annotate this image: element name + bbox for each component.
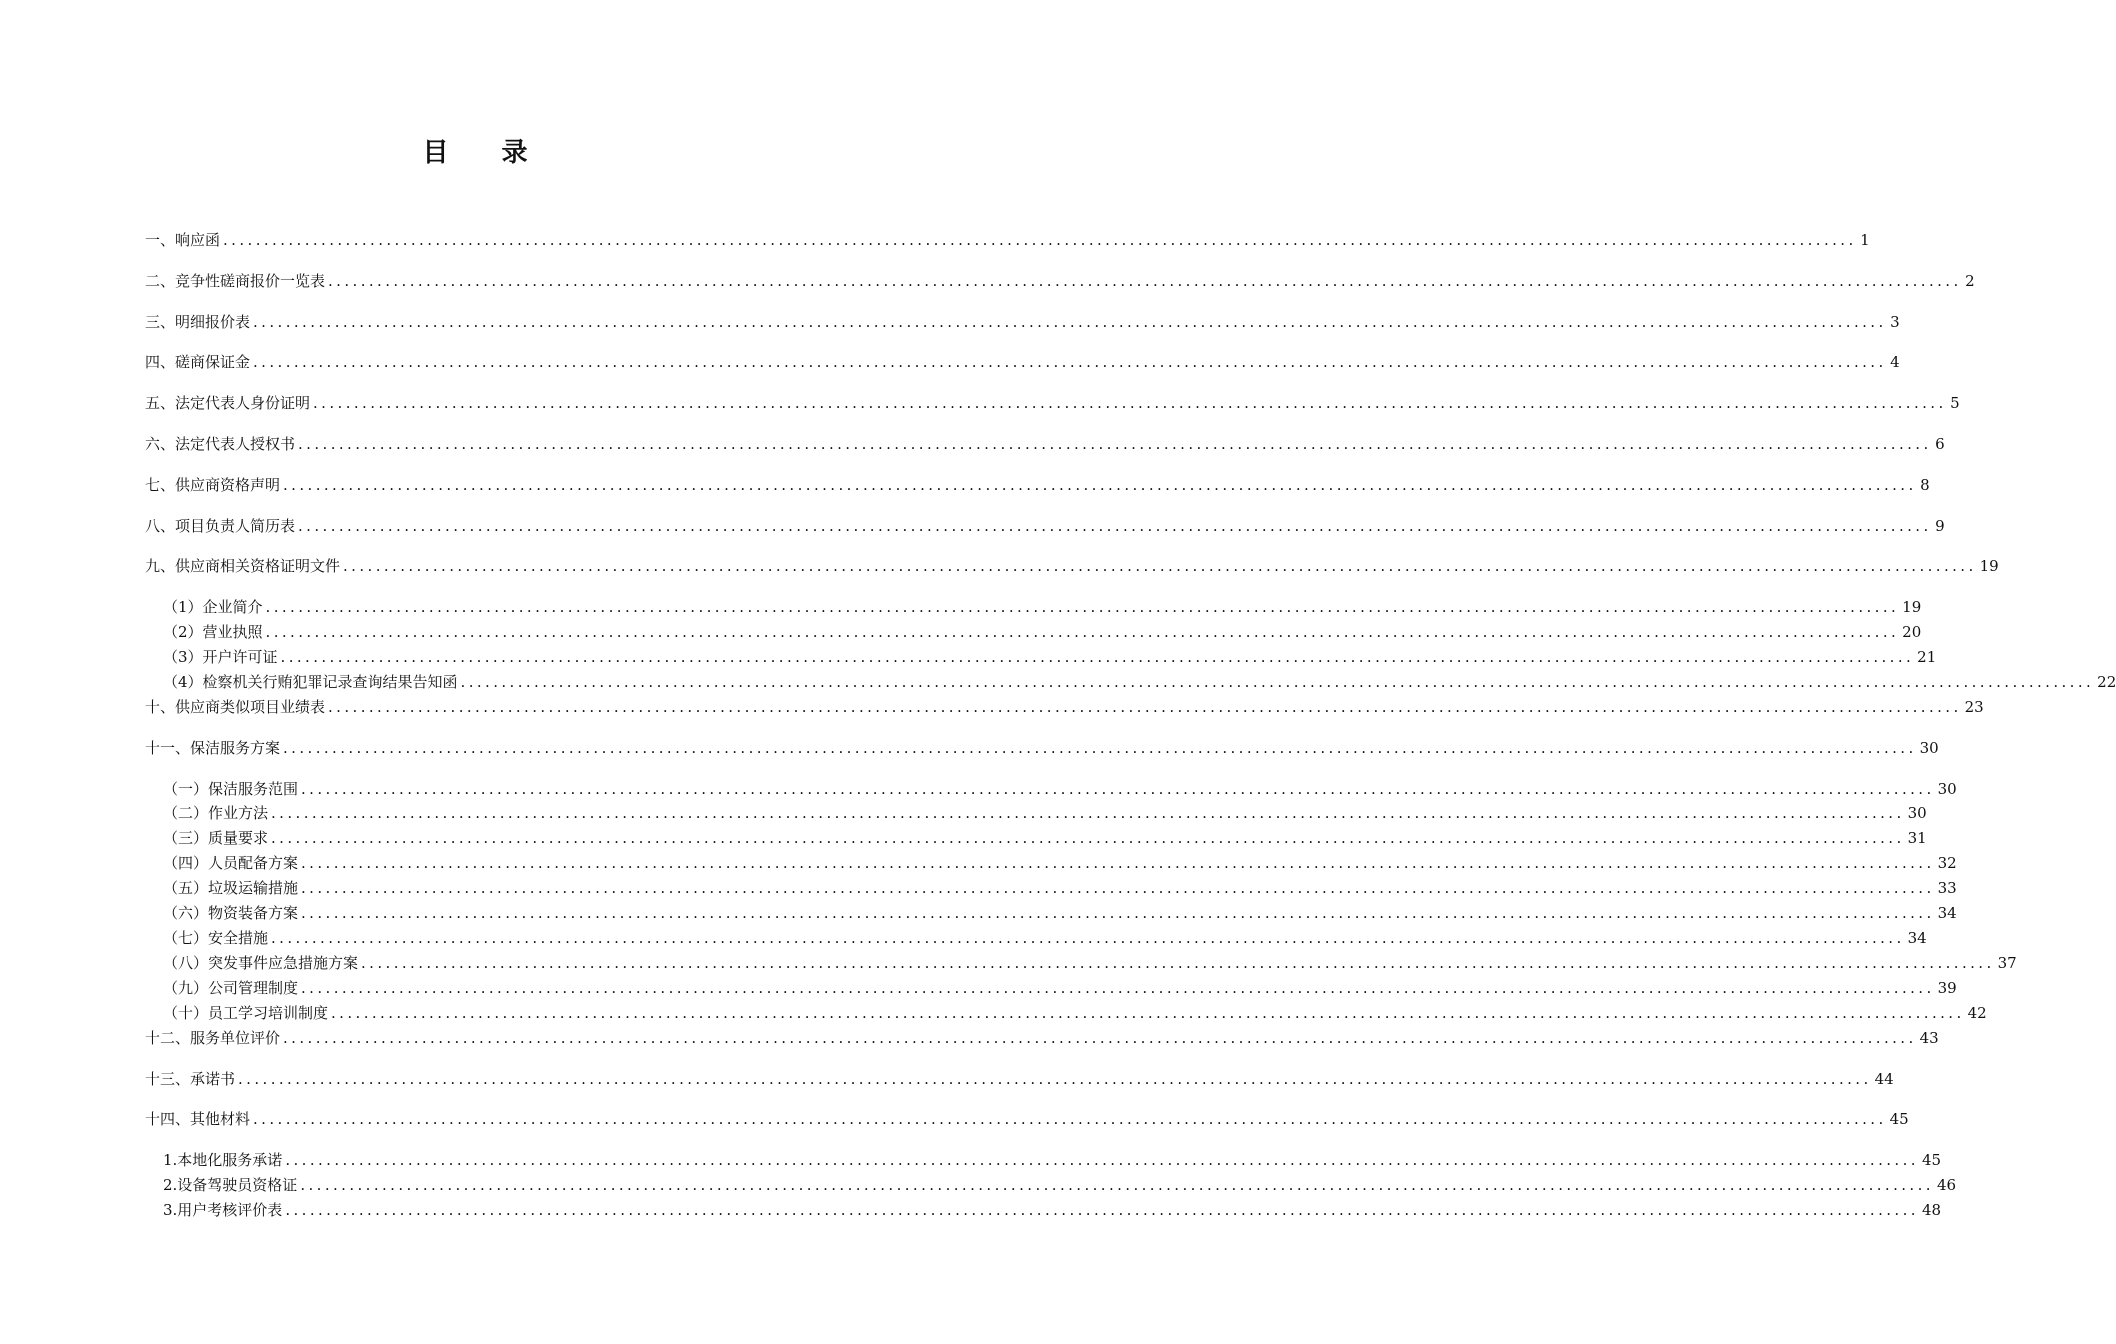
toc-entry-label: 五、法定代表人身份证明 [145, 394, 311, 412]
toc-entry-label: （七）安全措施 [163, 929, 269, 947]
toc-leader-dots: ........................................................................................................................................................................................................ [265, 623, 1900, 641]
toc-entry[interactable] [145, 389, 1960, 413]
toc-leader-dots: ........................................................................................................................................................................................................ [298, 517, 1932, 535]
toc-entry-label: 八、项目负责人简历表 [145, 517, 296, 535]
toc-entry-label: 三、明细报价表 [145, 313, 251, 331]
toc-entry-label: 1.本地化服务承诺 [163, 1151, 283, 1169]
toc-entry-label: 六、法定代表人授权书 [145, 435, 296, 453]
toc-entry-page-number: 20 [1902, 623, 1922, 641]
toc-leader-dots: ........................................................................................................................................................................................................ [301, 904, 1935, 922]
toc-entry-page-number: 9 [1935, 517, 1945, 535]
toc-leader-dots: ........................................................................................................................................................................................................ [283, 739, 1917, 757]
toc-leader-dots: ........................................................................................................................................................................................................ [253, 353, 1887, 371]
toc-entry-page-number: 5 [1950, 394, 1960, 412]
toc-entry[interactable] [145, 348, 1900, 372]
toc-entry-label: （五）垃圾运输措施 [163, 879, 299, 897]
toc-leader-dots: ........................................................................................................................................................................................................ [253, 1110, 1887, 1128]
toc-entry-page-number: 1 [1860, 231, 1870, 249]
toc-entry[interactable] [163, 824, 1927, 848]
toc-leader-dots: ........................................................................................................................................................................................................ [285, 1151, 1919, 1169]
toc-entry-page-number: 6 [1935, 435, 1945, 453]
toc-entry-page-number: 34 [1937, 904, 1957, 922]
toc-entry-label: 十、供应商类似项目业绩表 [145, 698, 326, 716]
toc-entry-page-number: 42 [1967, 1004, 1987, 1022]
toc-entry-page-number: 43 [1919, 1029, 1939, 1047]
toc-entry[interactable] [145, 1105, 1909, 1129]
toc-entry-label: （八）突发事件应急措施方案 [163, 954, 359, 972]
toc-leader-dots: ........................................................................................................................................................................................................ [301, 780, 1935, 798]
toc-entry-page-number: 32 [1937, 854, 1957, 872]
toc-entry[interactable] [163, 799, 1927, 823]
toc-leader-dots: ........................................................................................................................................................................................................ [331, 1004, 1965, 1022]
toc-entry-page-number: 3 [1890, 313, 1900, 331]
toc-entry-page-number: 30 [1919, 739, 1939, 757]
toc-entry-label: 十一、保洁服务方案 [145, 739, 281, 757]
toc-entry-label: （四）人员配备方案 [163, 854, 299, 872]
toc-entry-label: 十三、承诺书 [145, 1070, 236, 1088]
toc-leader-dots: ........................................................................................................................................................................................................ [328, 698, 1962, 716]
toc-entry-label: 3.用户考核评价表 [163, 1201, 283, 1219]
toc-entry[interactable] [163, 849, 1957, 873]
toc-entry-page-number: 4 [1890, 353, 1900, 371]
toc-entry-label: （4）检察机关行贿犯罪记录查询结果告知函 [163, 673, 458, 691]
toc-entry-label: （3）开户许可证 [163, 648, 278, 666]
toc-entry-label: 一、响应函 [145, 231, 221, 249]
toc-entry[interactable] [163, 775, 1957, 799]
toc-entry-page-number: 30 [1907, 804, 1927, 822]
toc-entry[interactable] [145, 430, 1945, 454]
toc-entry-page-number: 45 [1889, 1110, 1909, 1128]
toc-leader-dots: ........................................................................................................................................................................................................ [343, 557, 1977, 575]
toc-leader-dots: ........................................................................................................................................................................................................ [361, 954, 1995, 972]
toc-entry[interactable] [145, 308, 1900, 332]
toc-leader-dots: ........................................................................................................................................................................................................ [301, 879, 1935, 897]
toc-leader-dots: ........................................................................................................................................................................................................ [253, 313, 1887, 331]
toc-entry[interactable] [163, 924, 1927, 948]
toc-leader-dots: ........................................................................................................................................................................................................ [300, 1176, 1934, 1194]
toc-leader-dots: ........................................................................................................................................................................................................ [280, 648, 1915, 666]
toc-entry[interactable] [145, 552, 1999, 576]
toc-entry-page-number: 33 [1937, 879, 1957, 897]
toc-leader-dots: ........................................................................................................................................................................................................ [460, 673, 2095, 691]
toc-entry-page-number: 19 [1979, 557, 1999, 575]
toc-entry-label: （六）物资装备方案 [163, 904, 299, 922]
toc-entry-page-number: 21 [1917, 648, 1937, 666]
toc-leader-dots: ........................................................................................................................................................................................................ [271, 829, 1905, 847]
toc-leader-dots: ........................................................................................................................................................................................................ [313, 394, 1947, 412]
toc-entry-page-number: 44 [1874, 1070, 1894, 1088]
toc-entry-label: （三）质量要求 [163, 829, 269, 847]
toc-entry-label: 四、磋商保证金 [145, 353, 251, 371]
toc-entry-label: （二）作业方法 [163, 804, 269, 822]
toc-entry[interactable] [163, 999, 1987, 1023]
toc-leader-dots: ........................................................................................................................................................................................................ [238, 1070, 1872, 1088]
toc-entry[interactable] [145, 693, 1984, 717]
toc-entry-label: 2.设备驾驶员资格证 [163, 1176, 298, 1194]
toc-entry-label: （1）企业简介 [163, 598, 263, 616]
toc-entry-label: （一）保洁服务范围 [163, 780, 299, 798]
toc-entry-label: 十二、服务单位评价 [145, 1029, 281, 1047]
toc-entry[interactable] [145, 512, 1945, 536]
toc-leader-dots: ........................................................................................................................................................................................................ [301, 854, 1935, 872]
toc-entry-page-number: 46 [1936, 1176, 1957, 1194]
toc-leader-dots: ........................................................................................................................................................................................................ [301, 979, 1935, 997]
toc-leader-dots: ........................................................................................................................................................................................................ [283, 476, 1917, 494]
toc-entry[interactable] [163, 974, 1957, 998]
toc-entry-label: （2）营业执照 [163, 623, 263, 641]
toc-entry[interactable] [145, 267, 1975, 291]
toc-entry[interactable] [163, 668, 2116, 692]
toc-title: 目 录 [422, 138, 550, 168]
toc-entry[interactable] [163, 593, 1922, 617]
toc-entry[interactable] [163, 1146, 1942, 1170]
toc-entry-page-number: 2 [1965, 272, 1975, 290]
toc-entry[interactable] [145, 471, 1930, 495]
toc-entry-page-number: 31 [1907, 829, 1927, 847]
toc-leader-dots: ........................................................................................................................................................................................................ [328, 272, 1962, 290]
toc-entry-label: 九、供应商相关资格证明文件 [145, 557, 341, 575]
toc-entry-label: （十）员工学习培训制度 [163, 1004, 329, 1022]
toc-entry-label: 十四、其他材料 [145, 1110, 251, 1128]
toc-leader-dots: ........................................................................................................................................................................................................ [271, 804, 1905, 822]
toc-entry-label: 七、供应商资格声明 [145, 476, 281, 494]
toc-entry[interactable] [163, 874, 1957, 898]
toc-entry[interactable] [163, 899, 1957, 923]
toc-entry-page-number: 48 [1921, 1201, 1942, 1219]
toc-entry-label: （九）公司管理制度 [163, 979, 299, 997]
toc-entry-page-number: 30 [1937, 780, 1957, 798]
toc-entry-page-number: 8 [1920, 476, 1930, 494]
toc-entry[interactable] [145, 1024, 1939, 1048]
toc-entry[interactable] [145, 734, 1939, 758]
toc-leader-dots: ........................................................................................................................................................................................................ [271, 929, 1905, 947]
toc-entry-page-number: 45 [1921, 1151, 1942, 1169]
toc-leader-dots: ........................................................................................................................................................................................................ [298, 435, 1932, 453]
toc-leader-dots: ........................................................................................................................................................................................................ [265, 598, 1900, 616]
toc-leader-dots: ........................................................................................................................................................................................................ [283, 1029, 1917, 1047]
toc-entry[interactable] [163, 643, 1937, 667]
toc-entry[interactable] [145, 1065, 1894, 1089]
toc-leader-dots: ........................................................................................................................................................................................................ [285, 1201, 1919, 1219]
toc-entry-label: 二、竞争性磋商报价一览表 [145, 272, 326, 290]
toc-entry[interactable] [145, 226, 1870, 250]
toc-entry-page-number: 34 [1907, 929, 1927, 947]
toc-entry[interactable] [163, 618, 1922, 642]
toc-entry-page-number: 23 [1964, 698, 1984, 716]
toc-entry-page-number: 37 [1997, 954, 2017, 972]
toc-entry[interactable] [163, 949, 2017, 973]
toc-entry-page-number: 22 [2097, 673, 2116, 691]
toc-leader-dots: ........................................................................................................................................................................................................ [223, 231, 1857, 249]
toc-entry[interactable] [163, 1171, 1957, 1195]
toc-entry-page-number: 39 [1937, 979, 1957, 997]
toc-entry[interactable] [163, 1196, 1942, 1220]
toc-entry-page-number: 19 [1902, 598, 1922, 616]
